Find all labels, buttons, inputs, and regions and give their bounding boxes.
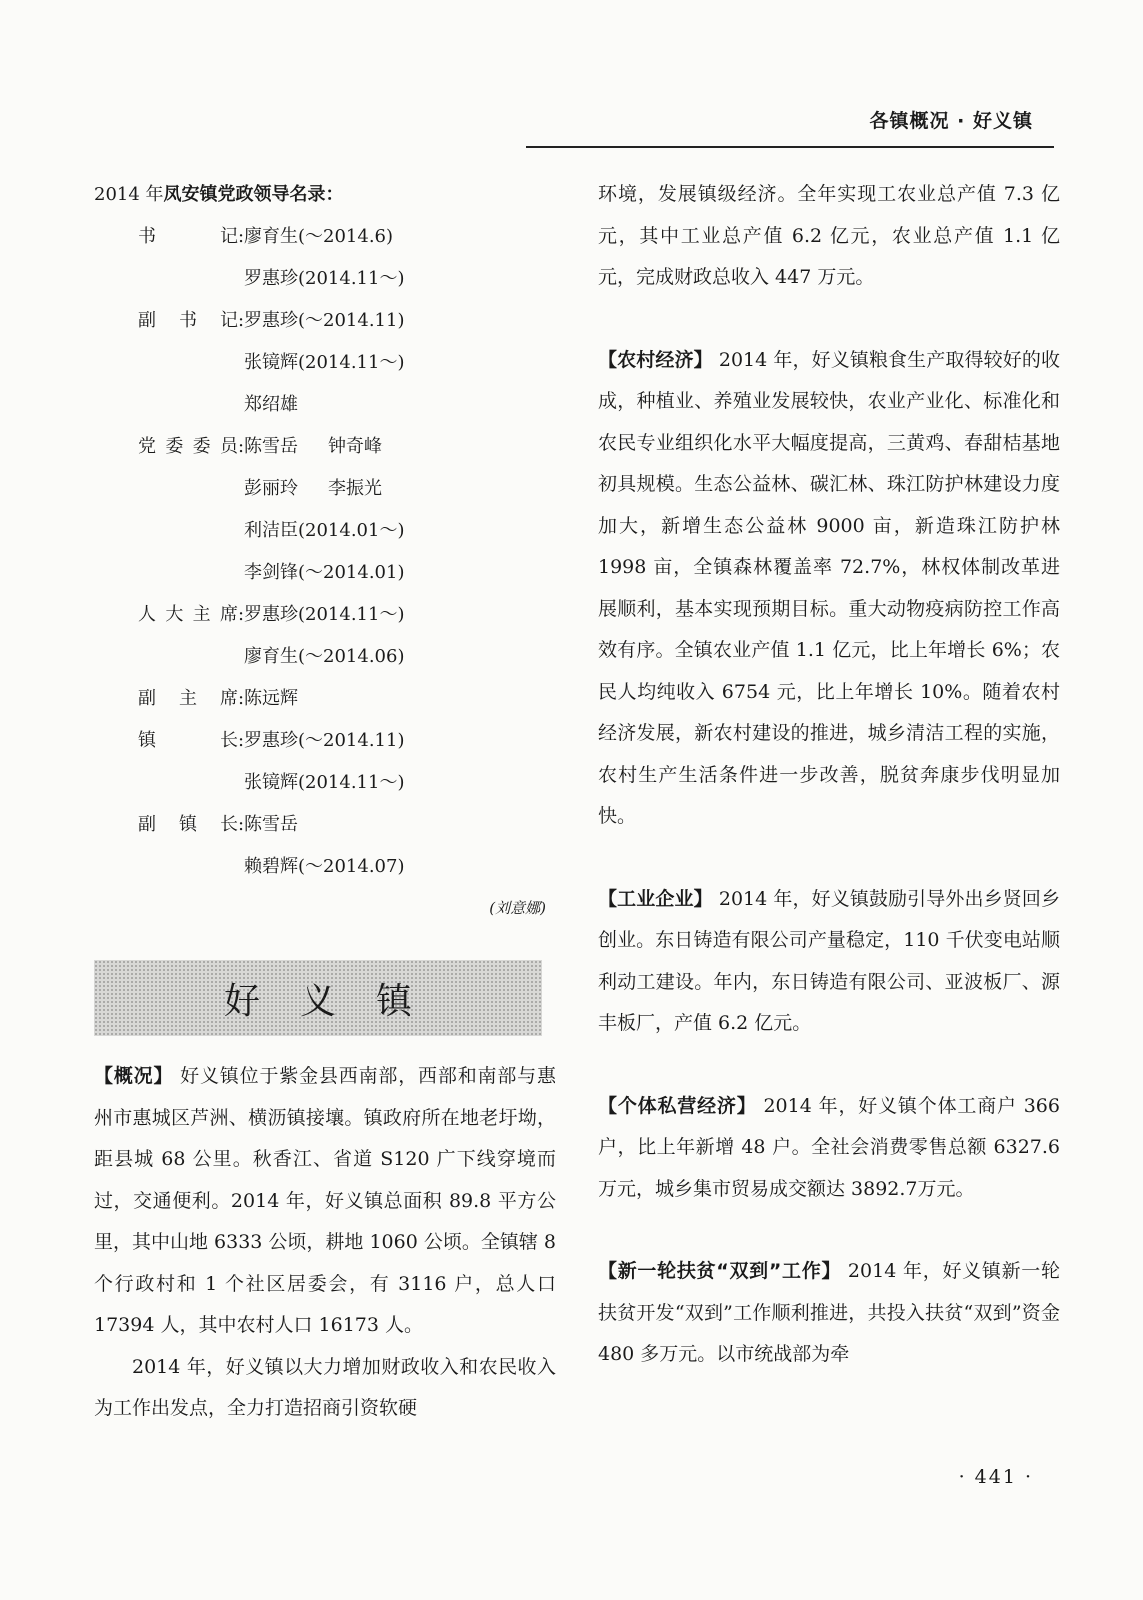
roster-names: 利洁臣(2014.01～)	[244, 520, 405, 541]
roster-role: 党委委员	[138, 436, 238, 457]
roster-names: 张镜辉(2014.11～)	[244, 772, 405, 793]
roster-row	[94, 468, 556, 510]
header-separator: ·	[957, 110, 966, 132]
roster-row	[94, 552, 556, 594]
roster-names: 罗惠珍(2014.11～)	[244, 604, 405, 625]
paragraph-text: 环境，发展镇级经济。全年实现工农业总产值 7.3 亿元，其中工业总产值 6.2 亿元，农业总产值 1.1 亿元，完成财政总收入 447 万元。	[598, 183, 1060, 288]
roster-row	[94, 510, 556, 552]
roster-colon: :	[238, 814, 245, 835]
header-title: 各镇概况	[869, 110, 950, 132]
roster-colon: :	[238, 604, 245, 625]
right-column	[598, 174, 1060, 1417]
leadership-title-year: 2014 年	[94, 184, 164, 205]
roster-row	[94, 762, 556, 804]
roster-colon: :	[238, 730, 245, 751]
section-keyword: 【概况】	[94, 1065, 174, 1087]
roster-row	[94, 426, 556, 468]
roster-row	[94, 678, 556, 720]
section-title: 好义镇	[223, 980, 452, 1022]
running-header	[870, 106, 1034, 133]
body-paragraph	[94, 1056, 556, 1347]
roster-row	[94, 384, 556, 426]
roster-role: 人大主席	[138, 604, 238, 625]
section-keyword: 【新一轮扶贫“双到”工作】	[598, 1260, 842, 1282]
roster-name: 李振光	[328, 478, 382, 499]
paragraph-text: 2014 年，好义镇个体工商户 366 户，比上年新增 48 户。全社会消费零售总额 6327.6 万元，城乡集市贸易成交额达 3892.7万元。	[598, 1094, 1060, 1200]
roster-row	[94, 594, 556, 636]
roster-role: 镇长	[138, 730, 238, 751]
roster-names	[244, 426, 412, 468]
section-title-banner	[94, 960, 542, 1036]
paragraph-text: 2014 年，好义镇粮食生产取得较好的收成，种植业、养殖业发展较快，农业产业化、标准化和农民专业组织化水平大幅度提高，三黄鸡、春甜桔基地初具规模。生态公益林、碳汇林、珠江防护林建设力度加大，新增生态公益林 9000 亩，新造珠江防护林 1998 亩，全镇森林覆盖率 72.7%，林权体制改革进展顺利，基本实现预期目标。重大动物疫病防控工作高效有序。全镇农业产值 1.1 亿元，比上年增长 6%；农民人均纯收入 6754 元，比上年增长 10%。随着农村经济发展，新农村建设的推进，城乡清洁工程的实施，农村生产生活条件进一步改善，脱贫奔康步伐明显加快。	[598, 348, 1060, 827]
section-keyword: 【个体私营经济】	[598, 1094, 757, 1117]
roster-names	[244, 468, 412, 510]
author-credit: (刘意娜)	[489, 899, 546, 917]
roster-row	[94, 720, 556, 762]
roster-name: 陈雪岳	[244, 436, 298, 457]
roster-names: 张镜辉(2014.11～)	[244, 352, 405, 373]
roster-role: 副镇长	[138, 814, 238, 835]
body-paragraph	[598, 1251, 1060, 1376]
roster-names: 罗惠珍(～2014.11)	[244, 310, 405, 331]
roster-row	[94, 846, 556, 888]
leadership-roster	[94, 216, 556, 888]
page-number: · 441 ·	[958, 1466, 1033, 1488]
roster-role: 副书记	[138, 310, 238, 331]
roster-names: 廖育生(～2014.6)	[244, 226, 394, 247]
leadership-list-title	[94, 174, 556, 216]
leadership-title-text: 凤安镇党政领导名录：	[163, 184, 344, 205]
right-body-text	[598, 174, 1060, 1376]
header-rule	[526, 146, 1054, 148]
roster-names: 李剑锋(～2014.01)	[244, 562, 405, 583]
roster-name: 钟奇峰	[328, 436, 382, 457]
roster-names: 廖育生(～2014.06)	[244, 646, 405, 667]
roster-role: 副主席	[138, 688, 238, 709]
roster-names: 罗惠珍(～2014.11)	[244, 730, 405, 751]
roster-names: 郑绍雄	[244, 394, 298, 415]
roster-role: 书记	[138, 226, 238, 247]
roster-names: 罗惠珍(2014.11～)	[244, 268, 405, 289]
paragraph-text: 2014 年，好义镇鼓励引导外出乡贤回乡创业。东日铸造有限公司产量稳定，110 千伏变电站顺利动工建设。年内，东日铸造有限公司、亚波板厂、源丰板厂，产值 6.2 亿元。	[598, 887, 1060, 1034]
paragraph-text: 2014 年，好义镇以大力增加财政收入和农民收入为工作出发点，全力打造招商引资软硬	[94, 1355, 556, 1419]
body-paragraph	[598, 174, 1060, 299]
left-body-text	[94, 1056, 556, 1430]
body-paragraph	[598, 879, 1060, 1045]
roster-row	[94, 342, 556, 384]
roster-names: 赖碧辉(～2014.07)	[244, 856, 405, 877]
roster-names: 陈远辉	[244, 688, 298, 709]
body-paragraph	[598, 340, 1060, 838]
body-paragraph	[598, 1086, 1060, 1211]
roster-row	[94, 258, 556, 300]
paragraph-text: 2014 年，好义镇新一轮扶贫开发“双到”工作顺利推进，共投入扶贫“双到”资金 480 多万元。以市统战部为牵	[598, 1260, 1060, 1365]
roster-row	[94, 216, 556, 258]
section-keyword: 【工业企业】	[598, 887, 713, 910]
header-subtitle: 好义镇	[972, 110, 1033, 132]
roster-row	[94, 300, 556, 342]
roster-names: 陈雪岳	[244, 814, 298, 835]
roster-colon: :	[238, 226, 245, 247]
roster-name: 彭丽玲	[244, 478, 298, 499]
roster-row	[94, 636, 556, 678]
section-keyword: 【农村经济】	[598, 348, 713, 371]
paragraph-text: 好义镇位于紫金县西南部，西部和南部与惠州市惠城区芦洲、横沥镇接壤。镇政府所在地老圩坳，距县城 68 公里。秋香江、省道 S120 广下线穿境而过，交通便利。2014 年，好义镇总面积 89.8 平方公里，其中山地 6333 公顷，耕地 1060 公顷。全镇辖 8 个行政村和 1 个社区居委会，有 3116 户，总人口 17394 人，其中农村人口 16173 人。	[94, 1065, 556, 1336]
roster-colon: :	[238, 688, 245, 709]
left-column	[94, 174, 556, 1430]
body-paragraph	[94, 1347, 556, 1430]
roster-row	[94, 804, 556, 846]
roster-colon: :	[238, 310, 245, 331]
roster-colon: :	[238, 436, 245, 457]
